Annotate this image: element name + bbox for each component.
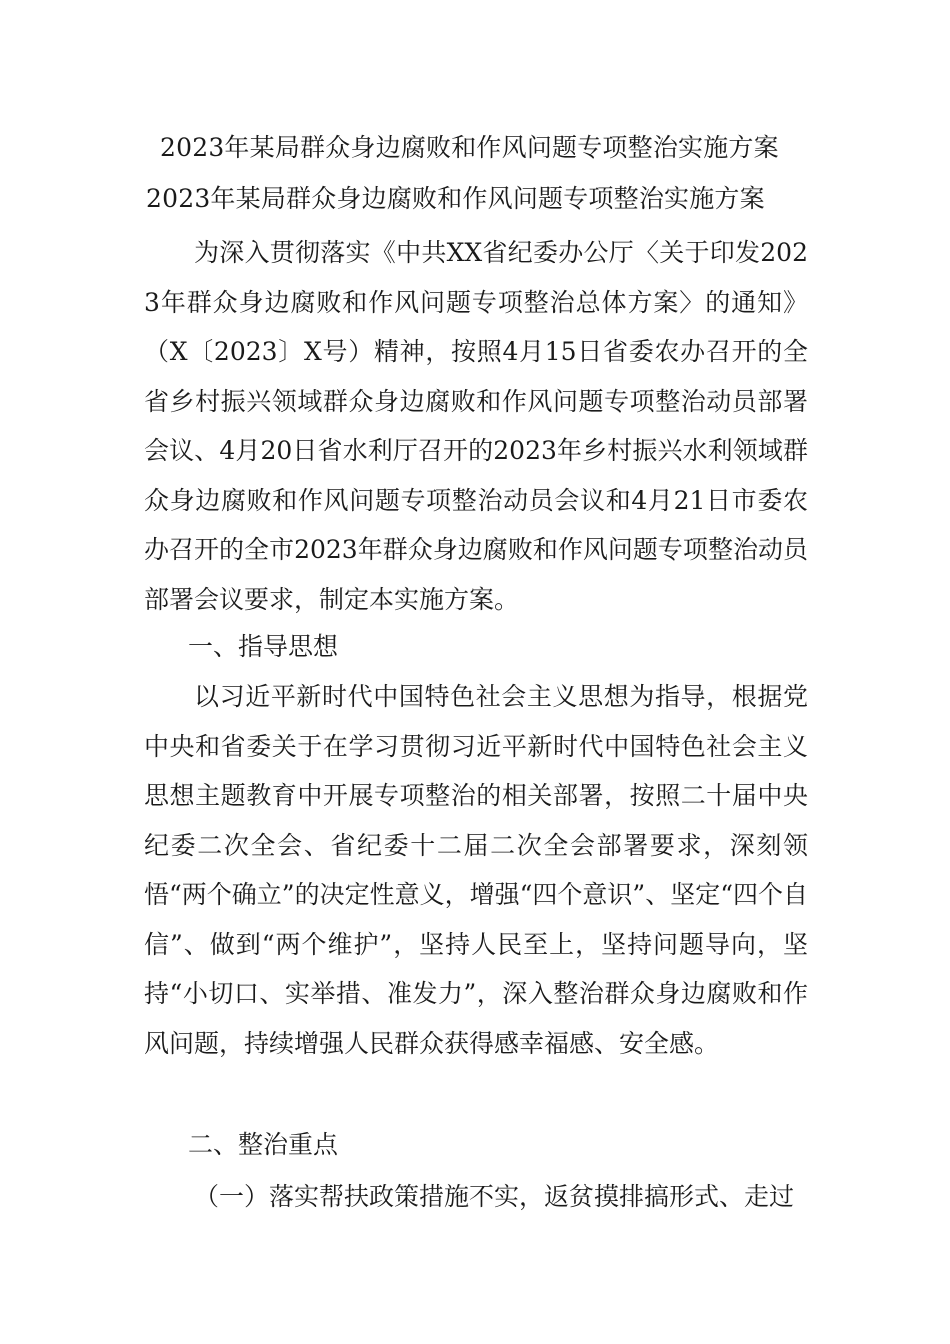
rectification-item-1: [144, 1172, 808, 1222]
intro-paragraph: 为深入贯彻落实《中共XX省纪委办公厅〈关于印发2023年群众身边腐败和作风问题专项整治总体方案〉的通知》（X〔2023〕X号）精神，按照4月15日省委农办召开的全省乡村振兴领域群众身边腐败和作风问题专项整治动员部署会议、4月20日省水利厅召开的2023年乡村振兴水利领域群众身边腐败和作风问题专项整治动员会议和4月21日市委农办召开的全市2023年群众身边腐败和作风问题专项整治动员部署会议要求，制定本实施方案。: [144, 238, 808, 614]
section-heading-guiding-thought: 一、指导思想: [188, 632, 339, 661]
document-title: 2023年某局群众身边腐败和作风问题专项整治实施方案: [160, 133, 779, 162]
section-heading-rectification-focus: 二、整治重点: [188, 1130, 339, 1159]
document-title-repeat: 2023年某局群众身边腐败和作风问题专项整治实施方案: [146, 184, 765, 213]
rectification-item-1-text: （一）落实帮扶政策措施不实，返贫摸排搞形式、走过: [194, 1182, 795, 1211]
intro-section: [144, 228, 808, 624]
guiding-thought-paragraph: 以习近平新时代中国特色社会主义思想为指导，根据党中央和省委关于在学习贯彻习近平新时代中国特色社会主义思想主题教育中开展专项整治的相关部署，按照二十届中央纪委二次全会、省纪委十二届二次全会部署要求，深刻领悟“两个确立”的决定性意义，增强“四个意识”、坚定“四个自信”、做到“两个维护”，坚持人民至上，坚持问题导向，坚持“小切口、实举措、准发力”，深入整治群众身边腐败和作风问题，持续增强人民群众获得感幸福感、安全感。: [144, 682, 808, 1058]
guiding-thought-section: [144, 672, 808, 1068]
